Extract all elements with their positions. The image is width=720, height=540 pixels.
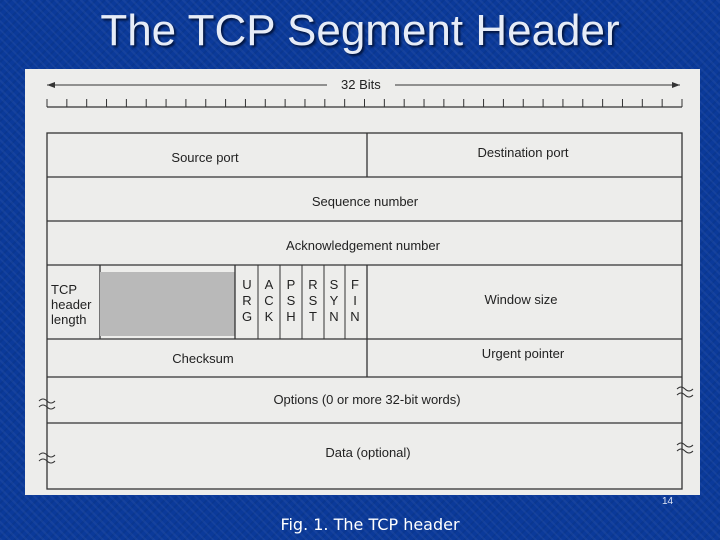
window-size-field: Window size — [484, 292, 558, 307]
flag-letter: Y — [329, 293, 339, 308]
page-number: 14 — [662, 496, 674, 507]
flag-letter: S — [308, 293, 318, 308]
flag-letter: K — [264, 309, 274, 324]
sequence-number-field: Sequence number — [311, 194, 419, 209]
flag-letter: N — [329, 309, 339, 324]
header-length-line: TCP — [51, 282, 77, 297]
acknowledgement-number-field: Acknowledgement number — [286, 238, 440, 253]
flag-letter: H — [286, 309, 296, 324]
flag-rst — [303, 277, 323, 325]
flag-letter: R — [242, 293, 252, 308]
flag-letter: I — [353, 293, 357, 308]
checksum-field: Checksum — [172, 351, 234, 366]
flag-letter: T — [309, 309, 317, 324]
flag-psh — [281, 277, 301, 325]
flag-letter: S — [286, 293, 296, 308]
flag-letter: G — [241, 309, 253, 324]
flag-letter: U — [242, 277, 252, 292]
flag-letter: C — [264, 293, 274, 308]
bit-width-label: 32 Bits — [341, 77, 381, 92]
flag-letter: A — [264, 277, 274, 292]
flag-letter: S — [329, 277, 339, 292]
header-length-line: length — [51, 312, 87, 327]
flag-letter: R — [308, 277, 318, 292]
flag-fin — [345, 277, 365, 325]
header-length-field — [51, 282, 91, 327]
destination-port-field: Destination port — [477, 145, 569, 160]
flag-urg — [237, 277, 257, 325]
source-port-field: Source port — [171, 150, 239, 165]
urgent-pointer-field: Urgent pointer — [481, 346, 565, 361]
slide-title: The TCP Segment Header — [100, 6, 620, 55]
tcp-header-diagram — [25, 69, 700, 495]
data-field: Data (optional) — [325, 445, 411, 460]
reserved-bits — [100, 272, 235, 336]
options-field: Options (0 or more 32-bit words) — [273, 392, 461, 407]
flag-letter: N — [350, 309, 360, 324]
flag-ack — [259, 277, 279, 325]
figure-caption: Fig. 1. The TCP header — [280, 515, 460, 534]
header-length-line: header — [51, 297, 92, 312]
flag-letter: F — [351, 277, 359, 292]
flag-letter: P — [286, 277, 296, 292]
flag-syn — [324, 277, 344, 325]
